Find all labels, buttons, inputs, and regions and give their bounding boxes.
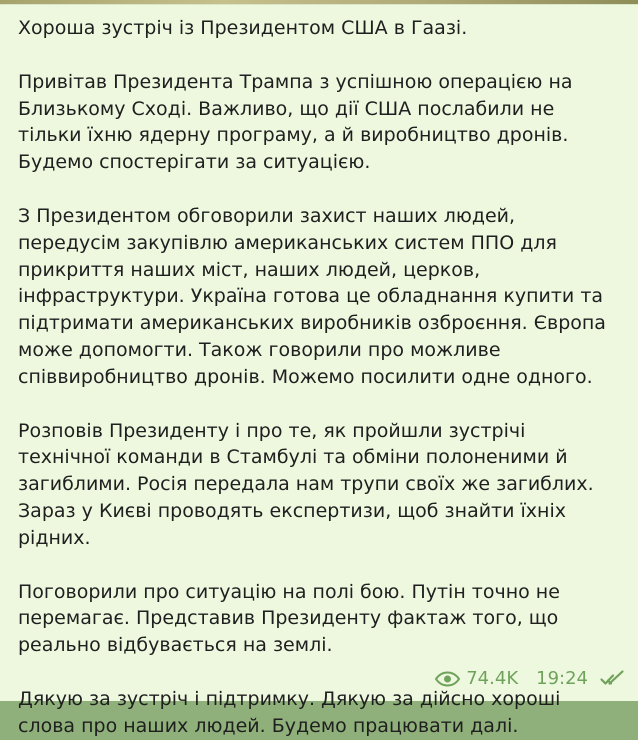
message-meta [435,667,626,691]
message-paragraph-2: Привітав Президента Трампа з успішною операцією на Близькому Сході. Важливо, що дії США послабили не тільки їхню ядерну програму, а й виробництво дронів. Будемо спостерігати за ситуацією. [18,70,573,174]
message-time: 19:24 [536,668,588,689]
message-bubble[interactable] [0,4,638,737]
message-text [18,15,622,740]
message-paragraph-1: Хороша зустріч із Президентом США в Гаазі. [18,17,468,39]
message-paragraph-3: З Президентом обговорили захист наших людей, передусім закупівлю американських систем ППО для прикриття наших міст, наших людей, церков, інфраструктури. Україна готова це обладнання купити та підтримати американських виробників озброєння. Європа може допомогти. Також говорили про можливе співвиробництво дронів. Можемо посилити одне одного. [18,204,606,388]
message-paragraph-5: Поговорили про ситуацію на полі бою. Путін точно не перемагає. Представив Президенту фактаж того, що реально відбувається на землі. [18,580,560,657]
eye-icon [435,671,460,687]
message-paragraph-4: Розповів Президенту і про те, як пройшли зустрічі технічної команди в Стамбулі та обміни полоненими й загиблими. Росія передала нам трупи своїх же загиблих. Зараз у Києві проводять експертизи, щоб знайти їхніх рідних. [18,419,594,549]
message-paragraph-6: Дякую за зустріч і підтримку. Дякую за дійсно хороші слова про наших людей. Будемо працювати далі. [18,687,561,737]
double-check-icon [600,670,626,688]
view-count: 74.4K [466,668,519,689]
